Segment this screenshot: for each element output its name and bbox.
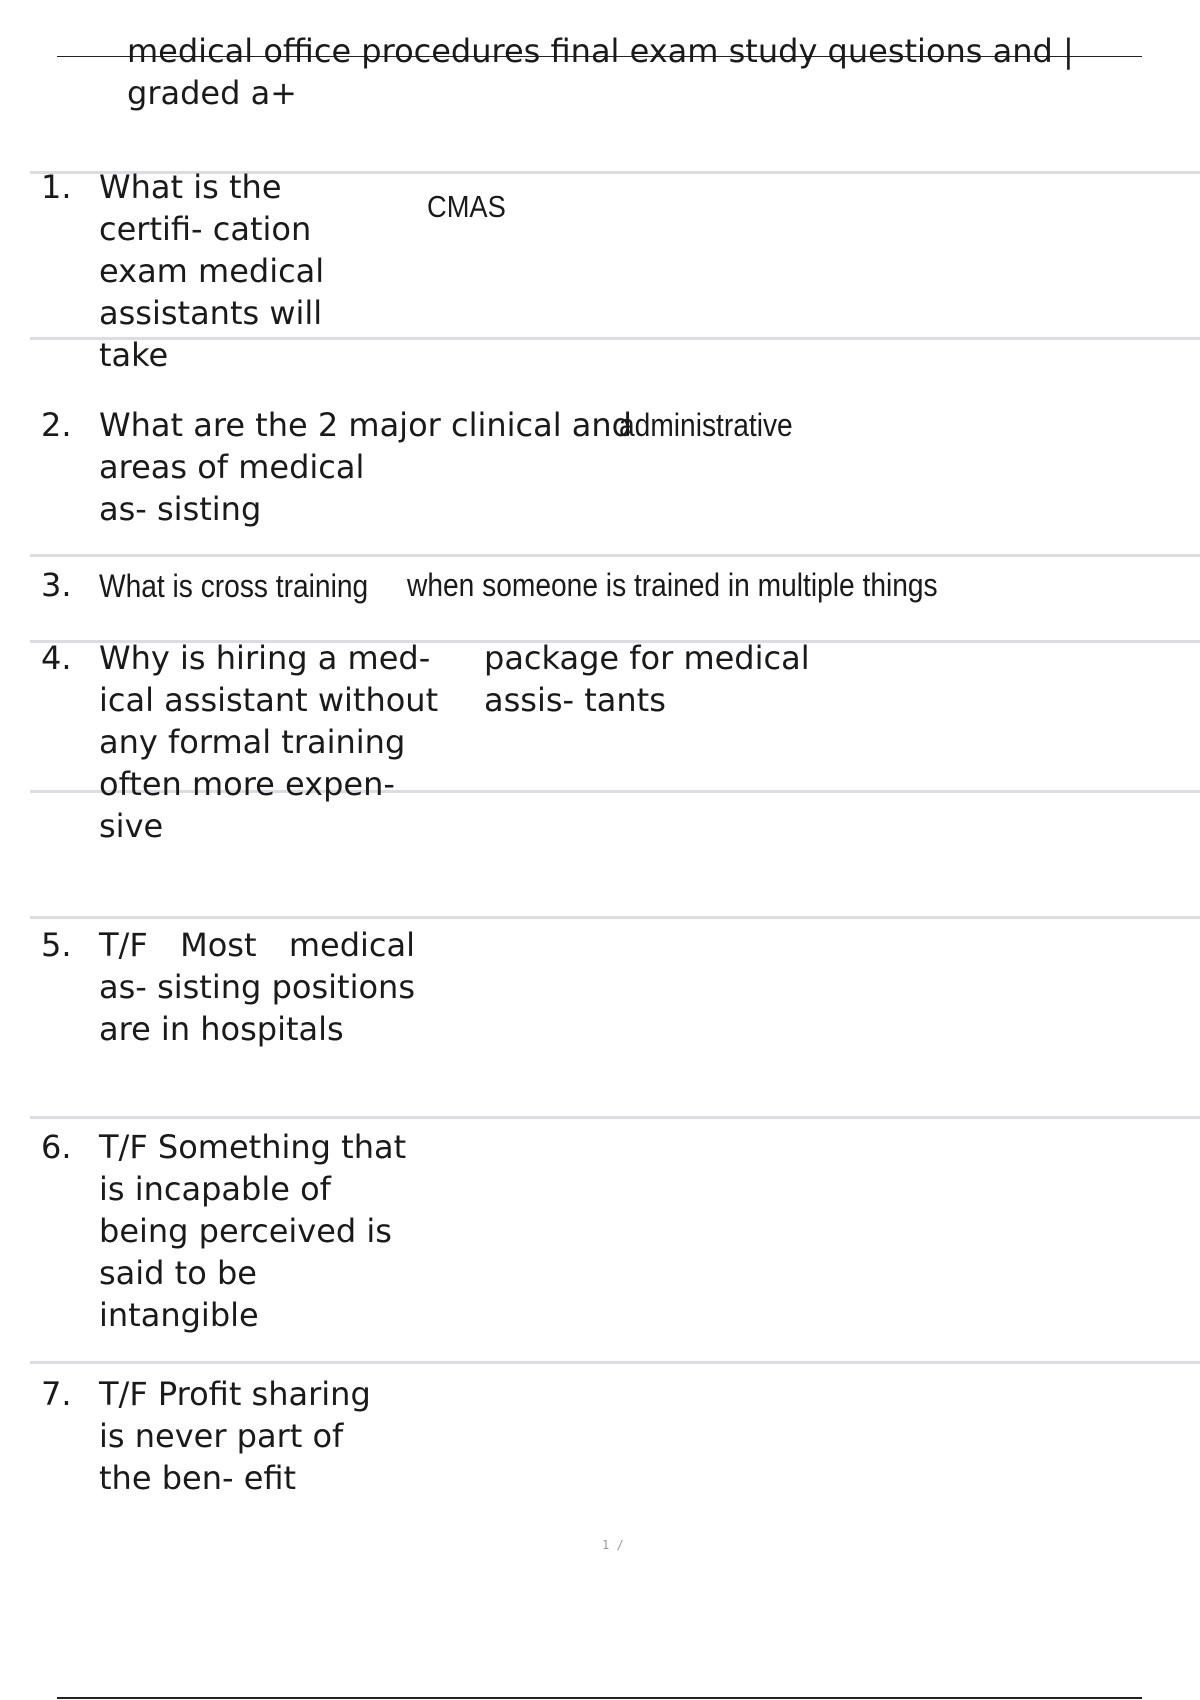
question-text: T/F Something that is incapable of being perceived is said to be intangible [99, 1128, 407, 1334]
answer-text: package for medical assis- tants [484, 639, 810, 719]
row-divider [30, 1116, 1200, 1119]
answer-text [619, 406, 816, 444]
row-divider [30, 916, 1200, 919]
question-number: 7. [41, 1375, 72, 1413]
footer-rule [57, 1697, 1142, 1699]
question-text: What is the certifi- cation exam medical assistants will take [99, 168, 325, 374]
answer-text [407, 566, 1010, 604]
question-text [99, 565, 405, 607]
question-text: areas of medical as- sisting [99, 448, 365, 528]
question-text: T/F Most medical as- sisting positions are in hospitals [99, 926, 415, 1048]
answer-value: when someone is trained in multiple things [407, 567, 938, 603]
question-number: 3. [41, 566, 72, 604]
question-number: 6. [41, 1128, 72, 1166]
row-divider [30, 554, 1200, 557]
answer-value: administrative [619, 407, 793, 443]
question-text: T/F Profit sharing is never part of the ben- efit [99, 1375, 371, 1497]
question-number: 2. [41, 406, 72, 444]
question-number: 4. [41, 639, 72, 677]
document-title: medical office procedures final exam study questions and | graded a+ [127, 32, 1074, 112]
question-text-line1: What are the 2 major clinical and [99, 406, 632, 444]
question-number: 5. [41, 926, 72, 964]
answer-text [427, 188, 517, 226]
question-text-value: What is cross training [99, 568, 369, 604]
row-divider [30, 1361, 1200, 1364]
question-text: Why is hiring a med- ical assistant without any formal training often more expen- sive [99, 639, 439, 845]
answer-value: CMAS [427, 189, 506, 224]
page-number: 1 / [602, 1538, 624, 1552]
question-number: 1. [41, 168, 72, 206]
